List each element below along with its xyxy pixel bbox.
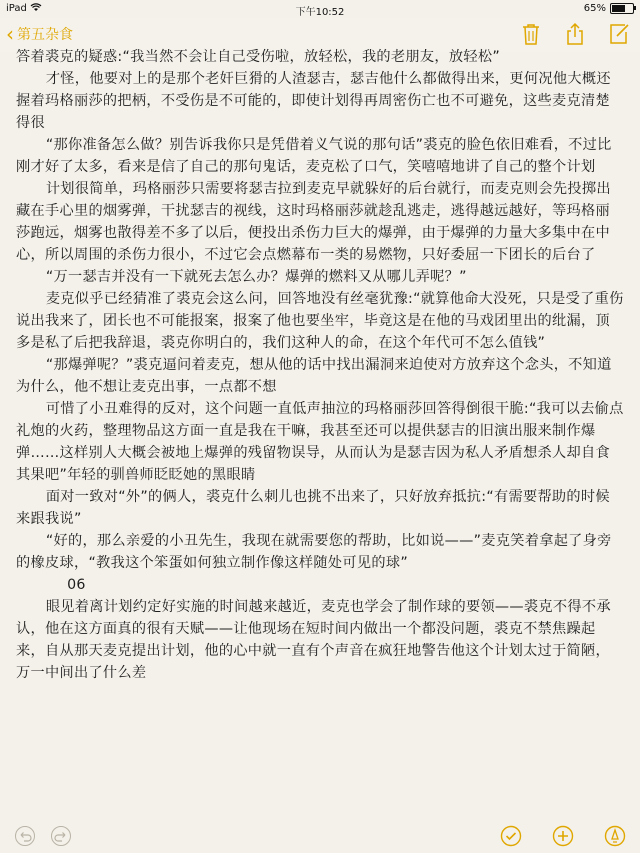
- checklist-icon[interactable]: [500, 825, 522, 847]
- paragraph: 麦克似乎已经猜准了裘克会这么问，回答地没有丝毫犹豫:“就算他命大没死，只是受了重伤说出我来了，团长也不可能报案，报案了他也要坐牢，毕竟这是在他的马戏团里出的纰漏，顶多是私了后把我辞退，裘克你明白的，我们这种人的命，在这个年代可不怎么值钱”: [16, 291, 624, 351]
- paragraph: 才怪，他要对上的是那个老奸巨猾的人渣瑟吉，瑟吉他什么都做得出来，更何况他大概还握着玛格丽莎的把柄，不受伤是不可能的，即使计划得再周密伤亡也不可避免，这些麦克清楚得很: [16, 71, 611, 131]
- paragraph: 可惜了小丑难得的反对，这个问题一直低声抽泣的玛格丽莎回答得倒很干脆:“我可以去偷点礼炮的火药，整理物品这方面一直是我在干嘛，我甚至还可以提供瑟吉的旧演出服来制作爆弹……这样别人大概会被地上爆弹的残留物误导，从而认为是瑟吉因为私人矛盾想杀人却自食其果吧”年轻的驯兽师眨眨她的黑眼睛: [16, 401, 624, 483]
- battery-indicator: [584, 3, 634, 14]
- paragraph: 面对一致对“外”的俩人，裘克什么刺儿也挑不出来了，只好放弃抵抗:“有需要帮助的时候来跟我说”: [16, 489, 610, 527]
- status-bar: [0, 0, 640, 18]
- paragraph: “那你准备怎么做？别告诉我你只是凭借着义气说的那句话”裘克的脸色依旧难看，不过比刚才好了太多，看来是信了自己的那句鬼话，麦克松了口气，笑嘻嘻地讲了自己的整个计划: [16, 137, 612, 175]
- redo-icon[interactable]: [50, 825, 72, 847]
- markup-icon[interactable]: [604, 825, 626, 847]
- nav-actions: [520, 22, 630, 46]
- back-button[interactable]: [6, 24, 73, 44]
- paragraph: 眼见着离计划约定好实施的时间越来越近，麦克也学会了制作球的要领——裘克不得不承认，他在这方面真的很有天赋——让他现场在短时间内做出一个都没问题，裘克不禁焦躁起来，自从那天麦克提出计划，他的心中就一直有个声音在疯狂地警告他这个计划太过于简陋，万一中间出了什么差: [16, 599, 611, 681]
- paragraph: 计划很简单，玛格丽莎只需要将瑟吉拉到麦克早就躲好的后台就行，而麦克则会先投掷出藏在手心里的烟雾弹，干扰瑟吉的视线，这时玛格丽莎就趁乱逃走，逃得越远越好，等玛格丽莎跑远，烟雾也散得差不多了以后，便投出杀伤力巨大的爆弹，由于爆弹的力量大多集中在中心，所以周围的杀伤力很小，不过它会点燃幕布一类的易燃物，只好委屈一下团长的后台了: [16, 181, 611, 263]
- paragraph: “那爆弹呢？”裘克逼问着麦克，想从他的话中找出漏洞来迫使对方放弃这个念头，不知道为什么，他不想让麦克出事，一点都不想: [16, 357, 612, 395]
- bottom-toolbar: [0, 819, 640, 853]
- battery-icon: [610, 3, 634, 14]
- share-icon[interactable]: [564, 22, 586, 46]
- paragraph: 答着裘克的疑惑:“我当然不会让自己受伤啦，放轻松，我的老朋友，放轻松”: [16, 49, 500, 65]
- status-time: 下午10:52: [295, 7, 345, 18]
- note-body[interactable]: [16, 46, 624, 684]
- chevron-left-icon: ‹: [6, 22, 14, 46]
- paragraph: “万一瑟吉并没有一下就死去怎么办？爆弹的燃料又从哪儿弄呢？”: [45, 269, 467, 285]
- trash-icon[interactable]: [520, 22, 542, 46]
- add-icon[interactable]: [552, 825, 574, 847]
- battery-percent: 65%: [583, 3, 606, 14]
- back-label: 第五杂食: [17, 27, 73, 43]
- paragraph: “好的，那么亲爱的小丑先生，我现在就需要您的帮助，比如说——”麦克笑着拿起了身旁的橡皮球，“教我这个笨蛋如何独立制作像这样随处可见的球”: [16, 533, 612, 571]
- compose-icon[interactable]: [608, 22, 630, 46]
- chapter-number: 06: [67, 577, 86, 593]
- device-name: iPad: [6, 3, 27, 14]
- undo-icon[interactable]: [14, 825, 36, 847]
